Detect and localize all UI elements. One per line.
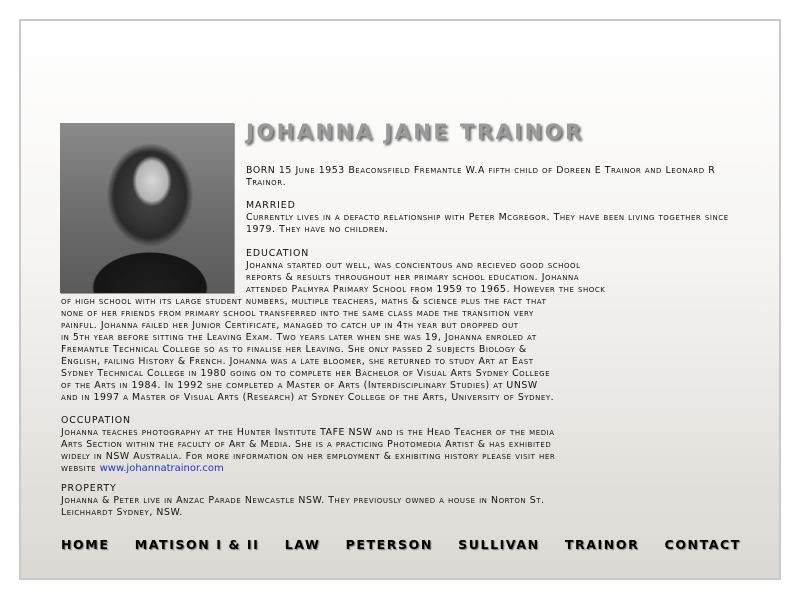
- education-line: in 5th year before sitting the Leaving Exam. Two years later when she was 19, Johanna enroled at: [61, 332, 537, 343]
- education-line: none of her friends from primary school transferred into the same class made the transition very: [61, 308, 534, 319]
- occupation-section: [61, 415, 751, 475]
- married-heading: MARRIED: [246, 200, 296, 211]
- education-line: painful. Johanna failed her Junior Certificate, managed to catch up in 4th year but dropped out: [61, 320, 519, 331]
- married-text: Currently lives in a defacto relationship with Peter Mcgregor. They have been living together since 1979. They have no children.: [246, 212, 729, 235]
- nav-trainor[interactable]: TRAINOR: [564, 537, 640, 552]
- education-continued: [61, 296, 751, 404]
- nav-home[interactable]: HOME: [61, 537, 110, 552]
- education-line: English, failing History & French. Johanna was a late bloomer, she returned to study Art at East: [61, 356, 534, 367]
- nav-peterson[interactable]: PETERSON: [345, 537, 433, 552]
- education-line: and in 1997 a Master of Visual Arts (Research) at Sydney College of the Arts, University of Sydney.: [61, 392, 555, 403]
- occupation-line: Johanna teaches photography at the Hunter Institute TAFE NSW and is the Head Teacher of the media: [61, 427, 555, 438]
- education-line: of the Arts in 1984. In 1992 she completed a Master of Arts (Interdisciplinary Studies) at UNSW: [61, 380, 538, 391]
- education-line: Fremantle Technical College so as to finalise her Leaving. She only passed 2 subjects Biology &: [61, 344, 527, 355]
- website-label: website: [61, 463, 97, 474]
- education-line: Johanna started out well, was concientous and recieved good school: [246, 260, 581, 271]
- property-line: Leichhardt Sydney, NSW.: [61, 507, 183, 518]
- occupation-heading: OCCUPATION: [61, 415, 131, 426]
- portrait-photo: [60, 123, 234, 293]
- education-line: Sydney Technical College in 1980 going on to complete her Bachelor of Visual Arts Sydney College: [61, 368, 551, 379]
- occupation-line: widely in NSW Australia. For more information on her employment & exhibiting history please visit her: [61, 451, 556, 462]
- education-heading-wrap: [246, 248, 746, 296]
- nav-sullivan[interactable]: SULLIVAN: [458, 537, 540, 552]
- education-line: attended Palmyra Primary School from 1959 to 1965. However the shock: [246, 284, 606, 295]
- property-heading: PROPERTY: [61, 483, 117, 494]
- main-nav: [61, 537, 741, 552]
- education-line: of high school with its large student numbers, multiple teachers, maths & science plus the fact that: [61, 296, 547, 307]
- website-link[interactable]: www.johannatrainor.com: [99, 463, 224, 474]
- education-line: reports & results throughout her primary school education. Johanna: [246, 272, 580, 283]
- education-heading: EDUCATION: [246, 248, 310, 259]
- born-section: [246, 165, 746, 189]
- nav-contact[interactable]: CONTACT: [664, 537, 741, 552]
- nav-matison[interactable]: MATISON I & II: [134, 537, 260, 552]
- website-line: [61, 463, 751, 475]
- born-text: BORN 15 June 1953 Beaconsfield Fremantle W.A fifth child of Doreen E Trainor and Leonard R Trainor.: [246, 165, 716, 188]
- property-line: Johanna & Peter live in Anzac Parade Newcastle NSW. They previously owned a house in Norton St.: [61, 495, 545, 506]
- occupation-line: Arts Section within the faculty of Art & Media. She is a practicing Photomedia Artist & has exhibited: [61, 439, 552, 450]
- married-section: [246, 200, 746, 236]
- property-section: [61, 483, 751, 519]
- page-title: JOHANNA JANE TRAINOR: [246, 120, 584, 144]
- nav-law[interactable]: LAW: [284, 537, 321, 552]
